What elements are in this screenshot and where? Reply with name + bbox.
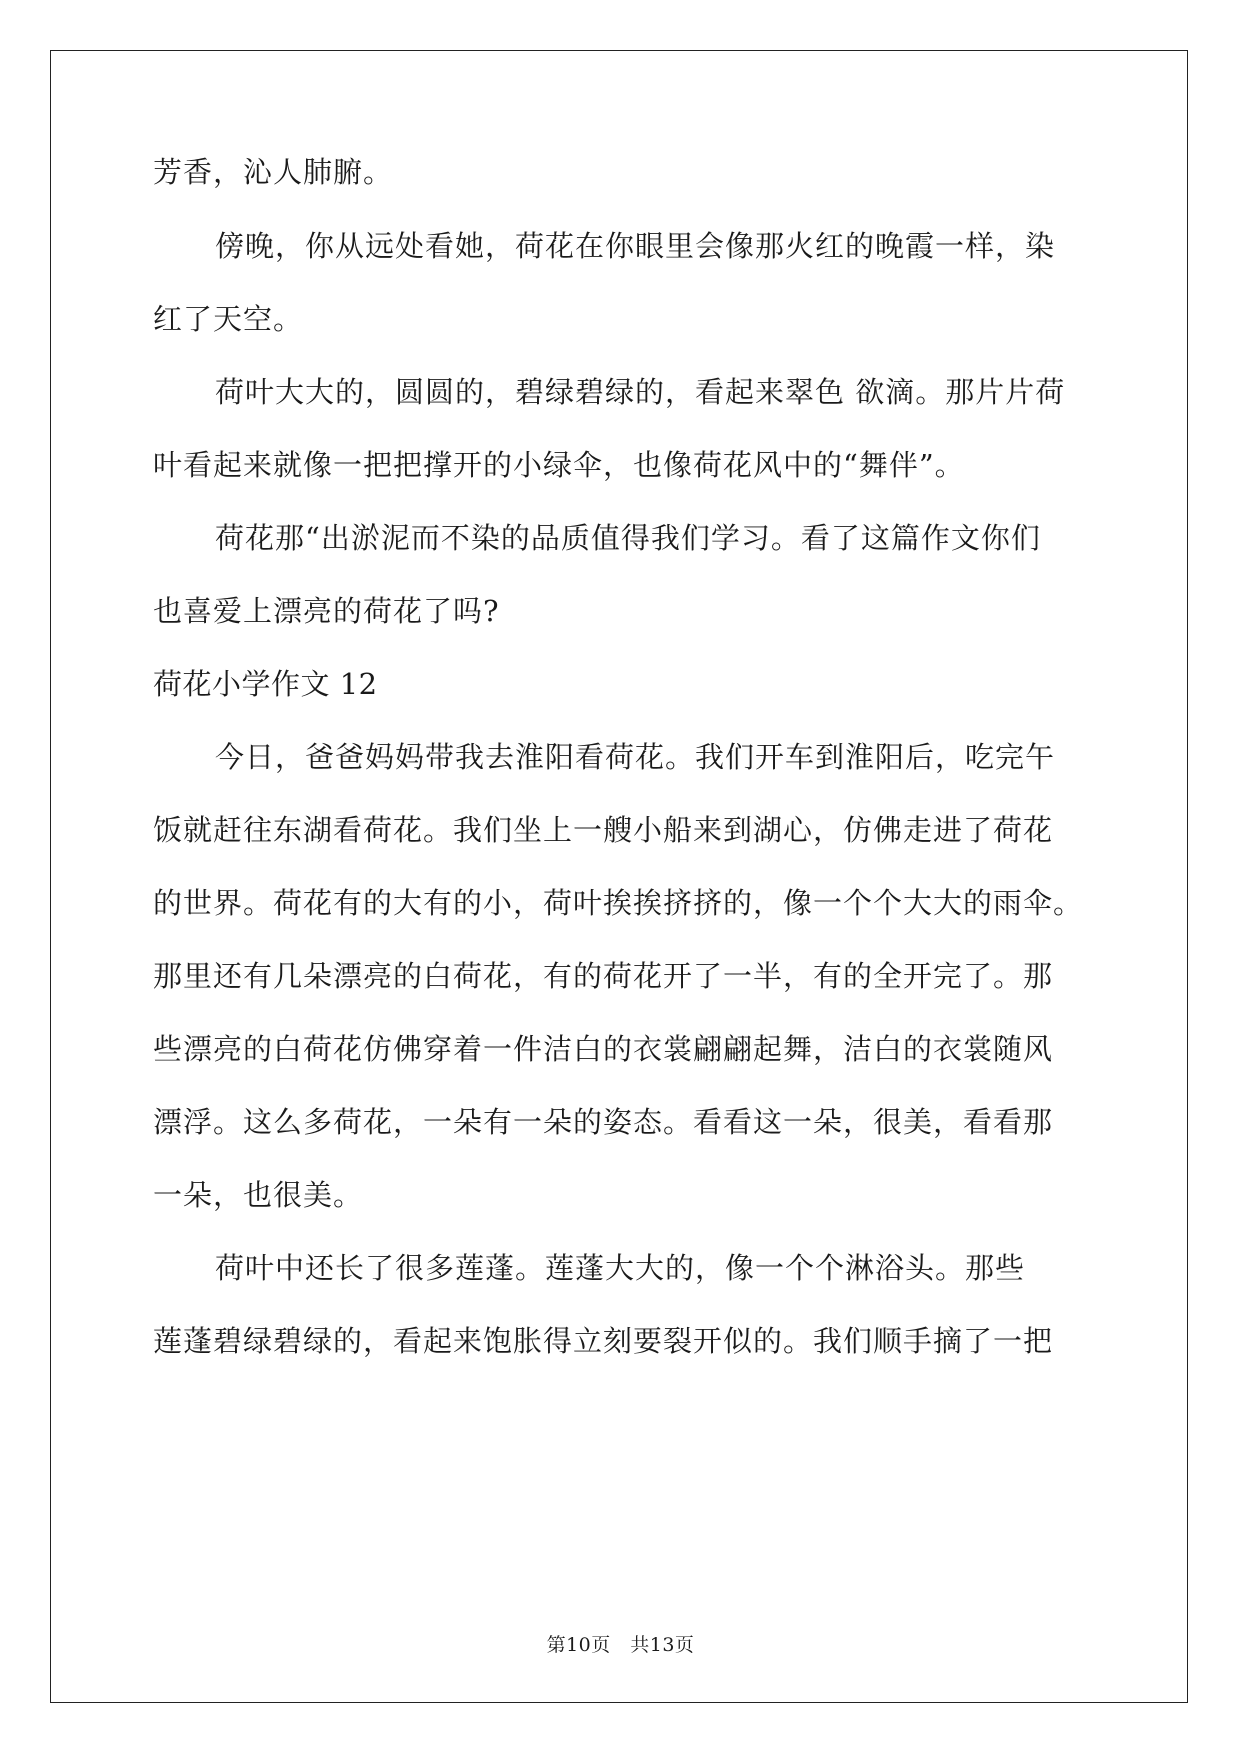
text-line: 饭就赶往东湖看荷花。我们坐上一艘小船来到湖心，仿佛走进了荷花 [153,813,1054,847]
text-line: 漂浮。这么多荷花，一朵有一朵的姿态。看看这一朵，很美，看看那 [153,1105,1054,1139]
text-line: 莲蓬碧绿碧绿的，看起来饱胀得立刻要裂开似的。我们顺手摘了一把 [153,1324,1054,1358]
page-footer [0,1633,1241,1657]
page-number-label: 第10页 共13页 [546,1634,695,1656]
page-border [50,50,1188,1703]
paragraph-first-line: 荷叶中还长了很多莲蓬。莲蓬大大的，像一个个淋浴头。那些 [215,1251,1026,1285]
text-line: 的世界。荷花有的大有的小，荷叶挨挨挤挤的，像一个个大大的雨伞。 [153,886,1084,920]
text-line: 些漂亮的白荷花仿佛穿着一件洁白的衣裳翩翩起舞，洁白的衣裳随风 [153,1032,1054,1066]
text-line: 芳香，沁人肺腑。 [153,155,394,189]
section-heading: 荷花小学作文 12 [153,667,378,701]
text-line: 一朵，也很美。 [153,1178,364,1212]
text-line: 也喜爱上漂亮的荷花了吗? [153,594,500,628]
paragraph-first-line: 荷叶大大的，圆圆的，碧绿碧绿的，看起来翠色 欲滴。那片片荷 [215,375,1066,409]
paragraph-first-line: 傍晚，你从远处看她，荷花在你眼里会像那火红的晚霞一样，染 [215,229,1056,263]
text-line: 那里还有几朵漂亮的白荷花，有的荷花开了一半，有的全开完了。那 [153,959,1054,993]
text-line: 红了天空。 [153,302,304,336]
text-line: 叶看起来就像一把把撑开的小绿伞，也像荷花风中的“舞伴”。 [153,448,965,482]
paragraph-first-line: 今日，爸爸妈妈带我去淮阳看荷花。我们开车到淮阳后，吃完午 [215,740,1056,774]
paragraph-first-line: 荷花那“出淤泥而不染的品质值得我们学习。看了这篇作文你们 [215,521,1041,555]
